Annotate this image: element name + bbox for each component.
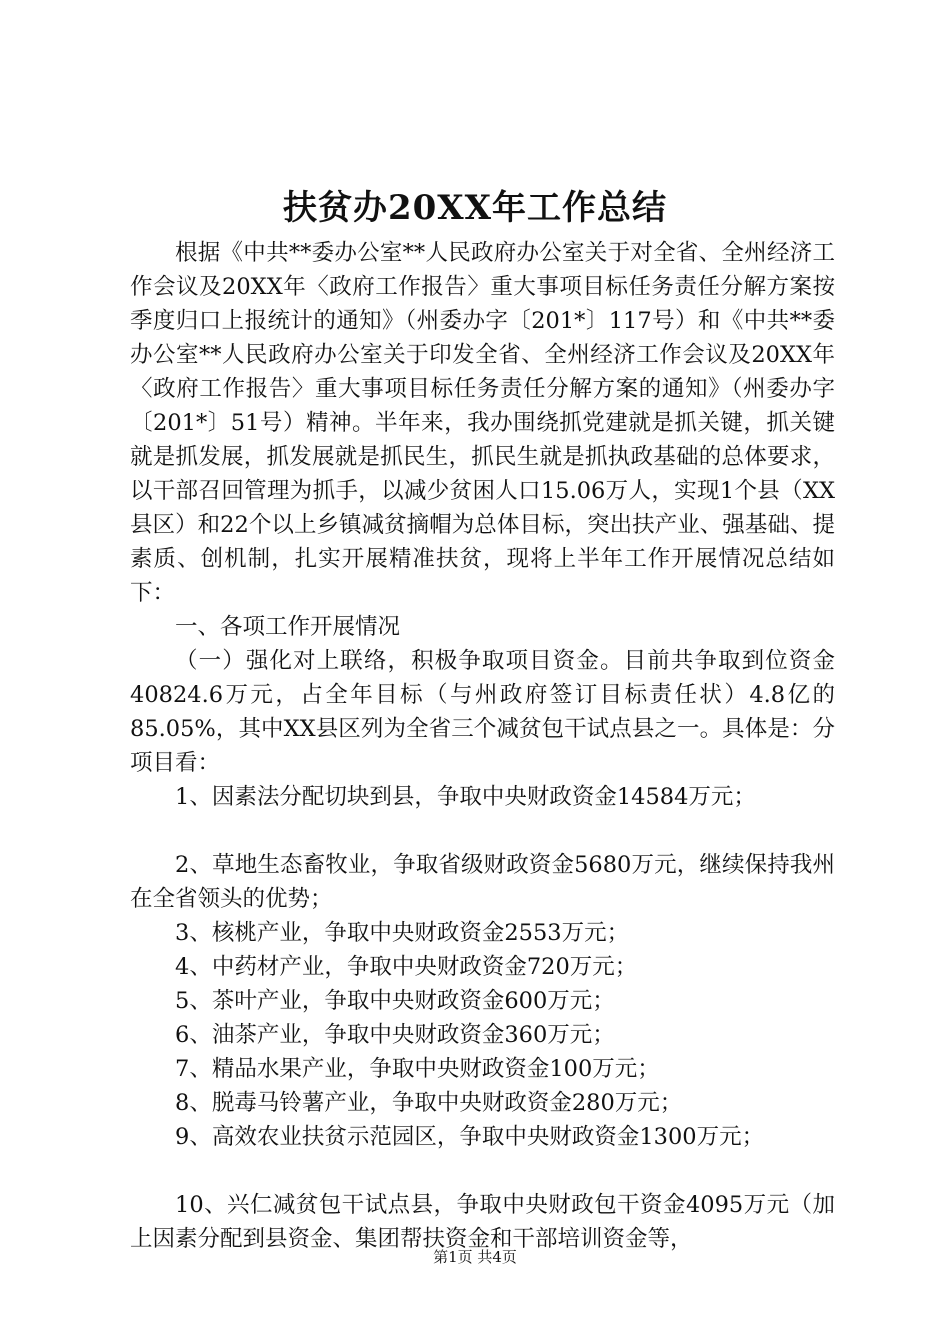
- list-item: 7、精品水果产业，争取中央财政资金100万元；: [175, 1056, 660, 1082]
- intro-paragraph: 根据《中共**委办公室**人民政府办公室关于对全省、全州经济工作会议及20XX年〈政府工作报告〉重大事项目标任务责任分解方案按季度归口上报统计的通知》（州委办字〔201*〕117号）和《中共**委办公室**人民政府办公室关于印发全省、全州经济工作会议及20XX年〈政府工作报告〉重大事项目标任务责任分解方案的通知》（州委办字〔201*〕51号）精神。半年来，我办围绕抓党建就是抓关键，抓关键就是抓发展，抓发展就是抓民生，抓民生就是抓执政基础的总体要求，以干部召回管理为抓手，以减少贫困人口15.06万人，实现1个县（XX县区）和22个以上乡镇减贫摘帽为总体目标，突出扶产业、强基础、提素质、创机制，扎实开展精准扶贫，现将上半年工作开展情况总结如下：: [130, 240, 835, 606]
- list-item: 4、中药材产业，争取中央财政资金720万元；: [175, 954, 638, 980]
- list-item: 9、高效农业扶贫示范园区，争取中央财政资金1300万元；: [175, 1124, 765, 1150]
- paragraph-gap: [130, 814, 835, 848]
- page-footer: 第1页 共4页: [433, 1248, 517, 1266]
- document-body: [130, 236, 835, 1256]
- list-item: 6、油茶产业，争取中央财政资金360万元；: [175, 1022, 615, 1048]
- list-item: 8、脱毒马铃薯产业，争取中央财政资金280万元；: [175, 1090, 683, 1116]
- list-item: 1、因素法分配切块到县，争取中央财政资金14584万元；: [175, 784, 756, 810]
- list-item: 5、茶叶产业，争取中央财政资金600万元；: [175, 988, 615, 1014]
- document-title: 扶贫办20XX年工作总结: [282, 188, 668, 228]
- list-item: 10、兴仁减贫包干试点县，争取中央财政包干资金4095万元（加上因素分配到县资金、集团帮扶资金和干部培训资金等，: [130, 1192, 835, 1252]
- subsection-paragraph: （一）强化对上联络，积极争取项目资金。目前共争取到位资金40824.6万元，占全年目标（与州政府签订目标责任状）4.8亿的85.05%，其中XX县区列为全省三个减贫包干试点县之一。具体是：分项目看：: [130, 648, 835, 776]
- list-item: 3、核桃产业，争取中央财政资金2553万元；: [175, 920, 630, 946]
- list-item: 2、草地生态畜牧业，争取省级财政资金5680万元，继续保持我州在全省领头的优势；: [130, 852, 835, 912]
- paragraph-gap: [130, 1154, 835, 1188]
- section-heading: 一、各项工作开展情况: [175, 614, 401, 640]
